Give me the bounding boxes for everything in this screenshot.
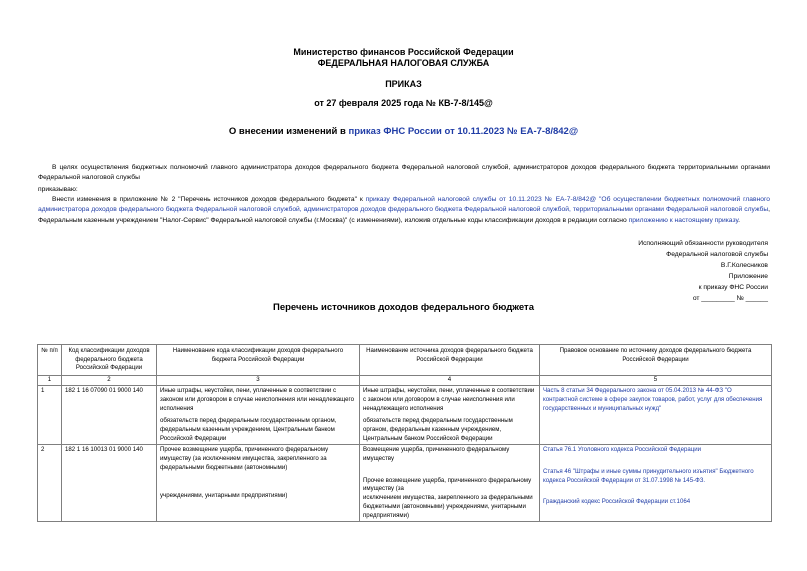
body-text-1: Внести изменения в приложение № 2 "Перечень источников доходов федерального бюджета" к bbox=[52, 196, 366, 203]
column-number: 1 bbox=[38, 376, 62, 386]
appendix-label: Приложение bbox=[728, 273, 768, 280]
body-text-2: , Федеральным казенным учреждением "Налог-Сервис" Федеральной налоговой службы (г.Москва)" (с изменениями), изложив отдельные коды классификации доходов в редакции согласно bbox=[38, 206, 770, 224]
column-number: 3 bbox=[157, 376, 360, 386]
order-word: приказываю: bbox=[38, 186, 78, 193]
legal-basis-link[interactable]: Гражданский кодекс Российской Федерации ст.1064 bbox=[543, 498, 691, 506]
appendix-date-number: от _________ № ______ bbox=[692, 295, 768, 302]
signatory-name: В.Г.Колесников bbox=[720, 262, 768, 269]
header-code: Код классификации доходов федерального бюджета Российской Федерации bbox=[62, 345, 157, 376]
title-prefix: О внесении изменений в bbox=[228, 126, 349, 137]
amended-order-link[interactable]: приказ ФНС России от 10.11.2023 № ЕА-7-8/842@ bbox=[348, 126, 579, 137]
row-code: 182 1 16 07090 01 9000 140 bbox=[62, 386, 157, 445]
table-row bbox=[38, 445, 772, 522]
row-code-name-part: учреждениями, унитарными предприятиями) bbox=[160, 492, 288, 500]
preamble: В целях осуществления бюджетных полномочий главного администратора доходов федерального бюджета Федеральной налоговой службой, администраторов доходов федерального бюджета территориальными органами Федеральной налоговой службы bbox=[38, 164, 770, 182]
column-number: 2 bbox=[62, 376, 157, 386]
column-number: 5 bbox=[540, 376, 772, 386]
appendix-link[interactable]: приложению к настоящему приказу bbox=[628, 216, 739, 224]
row-legal-basis bbox=[540, 445, 772, 522]
legal-basis-link[interactable]: Часть 8 статьи 34 Федерального закона от 05.04.2013 № 44-ФЗ "О контрактной системе в сфере закупок товаров, работ, услуг для обеспечения государственных и муниципальных нужд" bbox=[543, 387, 763, 412]
row-code: 182 1 16 10013 01 9000 140 bbox=[62, 445, 157, 522]
row-legal-basis bbox=[540, 386, 772, 445]
row-code-name bbox=[157, 445, 360, 522]
service-name: ФЕДЕРАЛЬНАЯ НАЛОГОВАЯ СЛУЖБА bbox=[317, 58, 490, 68]
row-source-name-part: обязательств перед федеральным государственным органом, федеральным казенным учреждением, Центральным банком Российской Федерации bbox=[363, 417, 513, 442]
header-number: № п/п bbox=[38, 345, 62, 376]
body-text-3: . bbox=[738, 216, 740, 224]
column-number-row bbox=[38, 376, 772, 386]
row-source-name bbox=[360, 386, 540, 445]
ministry-name: Министерство финансов Российской Федерации bbox=[293, 47, 514, 57]
revenue-sources-table bbox=[37, 344, 772, 522]
document-type: ПРИКАЗ bbox=[385, 79, 422, 89]
column-number: 4 bbox=[360, 376, 540, 386]
row-number: 2 bbox=[38, 445, 62, 522]
table-row bbox=[38, 386, 772, 445]
legal-basis-link[interactable]: Статья 46 "Штрафы и иные суммы принудительного изъятия" Бюджетного кодекса Российской Федерации от 31.07.1998 № 145-ФЗ. bbox=[543, 468, 754, 484]
row-number: 1 bbox=[38, 386, 62, 445]
row-source-name-part: Возмещение ущерба, причиненного федеральному имуществу bbox=[363, 446, 510, 463]
legal-basis-link[interactable]: Статья 76.1 Уголовного кодекса Российской Федерации bbox=[543, 446, 702, 454]
signature-block bbox=[560, 238, 768, 304]
row-source-name-part: Иные штрафы, неустойки, пени, уплаченные в соответствии с законом или договором в случае неисполнения или ненадлежащего исполнения bbox=[363, 387, 535, 412]
row-source-name-part: исключением имущества, закрепленного за федеральными бюджетными (автономными) учреждениями, унитарными предприятиями) bbox=[363, 494, 533, 519]
table-header-row bbox=[38, 345, 772, 376]
order-body bbox=[38, 195, 770, 226]
row-source-name bbox=[360, 445, 540, 522]
signatory-organization: Федеральной налоговой службы bbox=[666, 251, 768, 258]
header-code-name: Наименование кода классификации доходов федерального бюджета Российской Федерации bbox=[157, 345, 360, 376]
header-legal-basis: Правовое основание по источнику доходов федерального бюджета Российской Федерации bbox=[540, 345, 772, 376]
list-title: Перечень источников доходов федерального бюджета bbox=[273, 302, 534, 313]
row-source-name-part: Прочее возмещение ущерба, причиненного федеральному имуществу (за bbox=[363, 476, 532, 493]
row-code-name-part: Прочее возмещение ущерба, причиненного федеральному имуществу (за исключением имущества, закрепленного за федеральными бюджетными (автономными) bbox=[160, 446, 329, 471]
document-title bbox=[0, 126, 807, 137]
document-date-number: от 27 февраля 2025 года № КВ-7-8/145@ bbox=[314, 98, 493, 108]
appendix-reference: к приказу ФНС России bbox=[698, 284, 768, 291]
signatory-position: Исполняющий обязанности руководителя bbox=[638, 240, 768, 247]
header-source-name: Наименование источника доходов федерального бюджета Российской Федерации bbox=[360, 345, 540, 376]
row-code-name-part: Иные штрафы, неустойки, пени, уплаченные в соответствии с законом или договором в случае неисполнения или ненадлежащего исполнения bbox=[160, 387, 354, 412]
order-link[interactable]: приказу Федеральной налоговой службы от 10.11.2023 № ЕА-7-8/842@ "Об осуществлении бюджетных полномочий главного администратора доходов федерального бюджета Федеральной налоговой службой, администраторов доходов федерального бюджета Федеральной налоговой службой, территориальными органами Федеральной налоговой службы bbox=[38, 196, 770, 214]
row-code-name-part: обязательств перед федеральным государственным органом, федеральным казенным учреждением, Центральным банком Российской Федерации bbox=[160, 417, 337, 442]
row-code-name bbox=[157, 386, 360, 445]
